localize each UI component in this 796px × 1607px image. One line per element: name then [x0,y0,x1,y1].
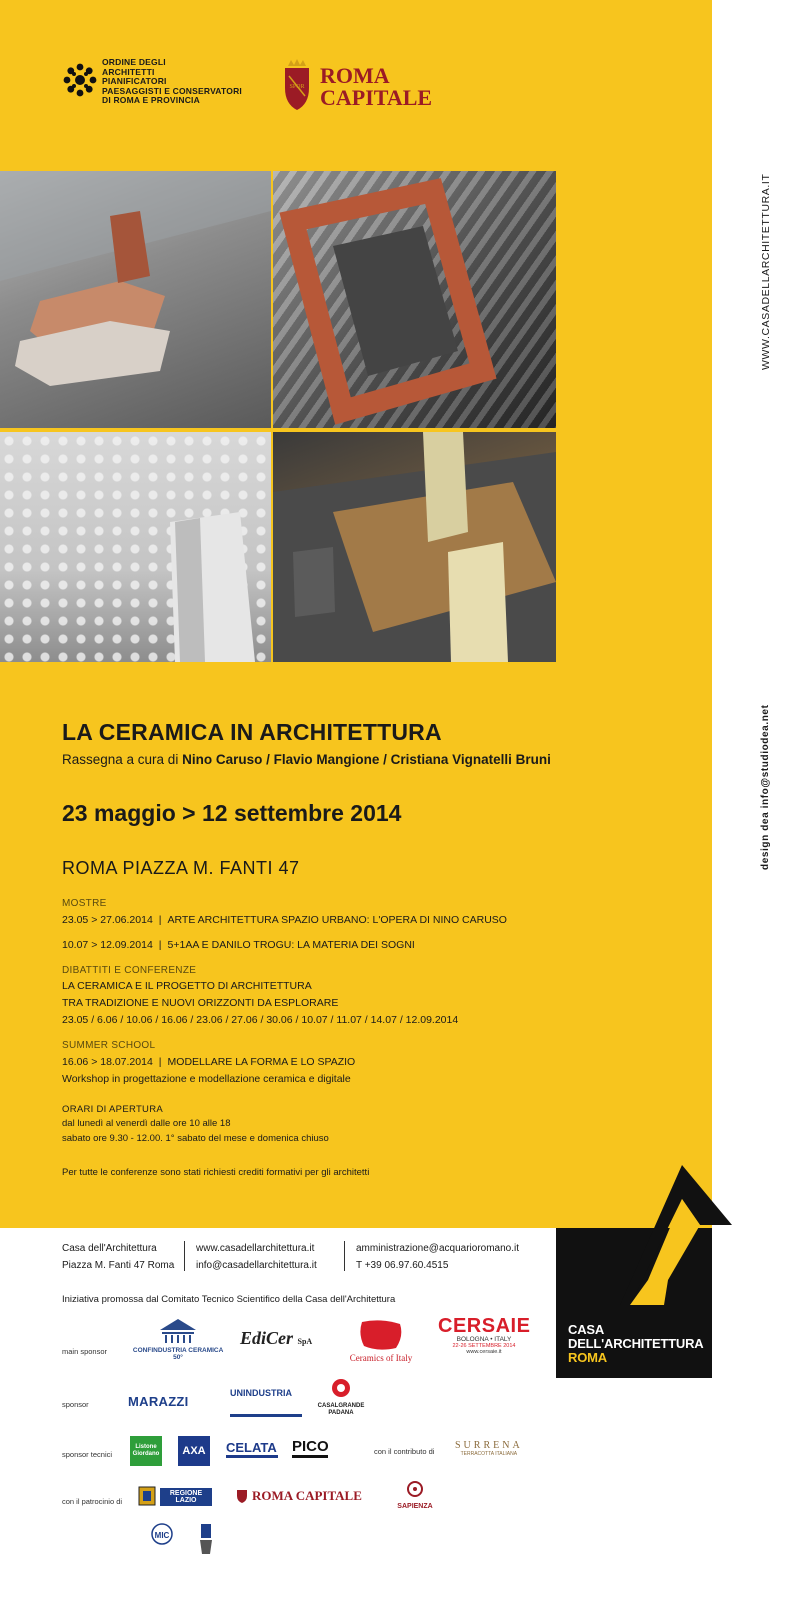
orari-heading: ORARI DI APERTURA [62,1104,163,1115]
ordine-architetti-logo-icon [62,62,98,98]
sponsor-label: sponsor [62,1400,89,1409]
mostre-item: 23.05 > 27.06.2014 | ARTE ARCHITETTURA SPAZIO URBANO: L'OPERA DI NINO CARUSO [62,914,507,926]
contributo-label: con il contributo di [374,1447,435,1456]
shield-spqr-text: SPQR [289,84,305,90]
patrocinio-label: con il patrocinio di [62,1497,123,1506]
dibattiti-line2: TRA TRADIZIONE E NUOVI ORIZZONTI DA ESPLORARE [62,997,339,1009]
design-credit-text: design dea info@studiodea.net [760,704,771,870]
website-vertical [760,172,780,372]
confindustria-ceramica-icon [158,1318,198,1344]
crediti-note: Per tutte le conferenze sono stati richiesti crediti formativi per gli architetti [62,1167,370,1178]
event-curators: Rassegna a cura di Nino Caruso / Flavio Mangione / Cristiana Vignatelli Bruni [62,752,551,767]
sapienza-logo: SAPIENZA [386,1480,444,1510]
roma-capitale-patrocinio-logo: ROMA CAPITALE [236,1488,362,1504]
ceramics-of-italy-logo: Ceramics of Italy [344,1318,418,1366]
casalgrande-icon [331,1378,351,1398]
main-sponsor-label: main sponsor [62,1347,108,1356]
summer-workshop: Workshop in progettazione e modellazione ceramica e digitale [62,1073,351,1085]
photo-ceramic-frame-model [273,171,556,428]
mostre-item: 10.07 > 12.09.2014 | 5+1AA E DANILO TROGU: LA MATERIA DEI SOGNI [62,939,415,951]
listone-giordano-logo: Listone Giordano [130,1436,162,1466]
surrena-logo: SURRENA TERRACOTTA ITALIANA [455,1440,523,1457]
regione-lazio-icon [138,1486,156,1506]
orari-line1: dal lunedì al venerdì dalle ore 10 alle 18 [62,1118,231,1129]
regione-lazio-logo: REGIONE LAZIO [138,1486,218,1508]
sponsor-tecnici-label: sponsor tecnici [62,1450,113,1459]
dibattiti-dates: 23.05 / 6.06 / 10.06 / 16.06 / 23.06 / 27.06 / 30.06 / 10.07 / 11.07 / 14.07 / 12.09.2014 [62,1014,459,1026]
event-title: LA CERAMICA IN ARCHITETTURA [62,719,442,745]
contacts-admin-email-link[interactable]: amministrazione@acquarioromano.it [356,1243,519,1254]
casalgrande-padana-logo: CASALGRANDE PADANA [316,1378,366,1416]
contacts-phone: T +39 06.97.60.4515 [356,1260,449,1271]
design-credit-vertical [760,704,780,872]
summer-item: 16.06 > 18.07.2014 | MODELLARE LA FORMA E LO SPAZIO [62,1056,356,1068]
dibattiti-heading: DIBATTITI E CONFERENZE [62,965,197,976]
unindustria-logo: UNINDUSTRIA [230,1388,302,1417]
cersaie-logo: CERSAIE BOLOGNA • ITALY 22-26 SETTEMBRE 2014 www.cersaie.it [438,1315,531,1355]
contacts-name: Casa dell'Architettura [62,1243,157,1254]
mostre-heading: MOSTRE [62,898,107,909]
photo-ceramic-model-beach [0,171,271,428]
roma-capitale-shield-icon [282,58,312,112]
event-dates: 23 maggio > 12 settembre 2014 [62,800,402,826]
contacts-web-link[interactable]: www.casadellarchitettura.it [196,1243,315,1254]
pico-logo: PICO [292,1438,328,1458]
edicer-logo: EdiCer SpA [240,1328,313,1348]
marazzi-logo: MARAZZI [128,1394,189,1409]
sapienza-icon [405,1480,425,1498]
institution-crest-icon [198,1522,214,1556]
confindustria-ceramica-logo: CONFINDUSTRIA CERAMICA 50° [128,1318,228,1364]
dibattiti-line1: LA CERAMICA E IL PROGETTO DI ARCHITETTURA [62,980,312,992]
summer-heading: SUMMER SCHOOL [62,1040,156,1051]
contacts-email-link[interactable]: info@casadellarchitettura.it [196,1260,317,1271]
ceramics-of-italy-icon [356,1318,406,1352]
roma-capitale-wordmark: ROMA CAPITALE [320,63,433,110]
casa-architettura-wordmark: CASA DELL'ARCHITETTURA ROMA [568,1322,704,1365]
mic-logo: MIC [142,1522,182,1540]
initiative-note: Iniziativa promossa dal Comitato Tecnico Scientifico della Casa dell'Architettura [62,1294,396,1305]
contacts-divider [344,1241,345,1271]
event-venue: ROMA PIAZZA M. FANTI 47 [62,858,300,878]
website-vertical-text: WWW.CASADELLARCHITETTURA.IT [760,173,772,370]
orari-line2: sabato ore 9.30 - 12.00. 1° sabato del mese e domenica chiuso [62,1133,329,1144]
roma-capitale-small-shield-icon [236,1488,248,1504]
ordine-architetti-name: ORDINE DEGLI ARCHITETTI PIANIFICATORI PAESAGGISTI E CONSERVATORI DI ROMA E PROVINCIA [102,57,242,106]
contacts-divider [184,1241,185,1271]
contacts-address: Piazza M. Fanti 47 Roma [62,1260,175,1271]
photo-bronze-tiles-model [273,432,556,662]
axa-logo: AXA [178,1436,210,1466]
casa-architettura-a-icon [620,1165,732,1305]
celata-logo: CELATA [226,1440,278,1458]
photo-textured-wall-model [0,432,271,662]
